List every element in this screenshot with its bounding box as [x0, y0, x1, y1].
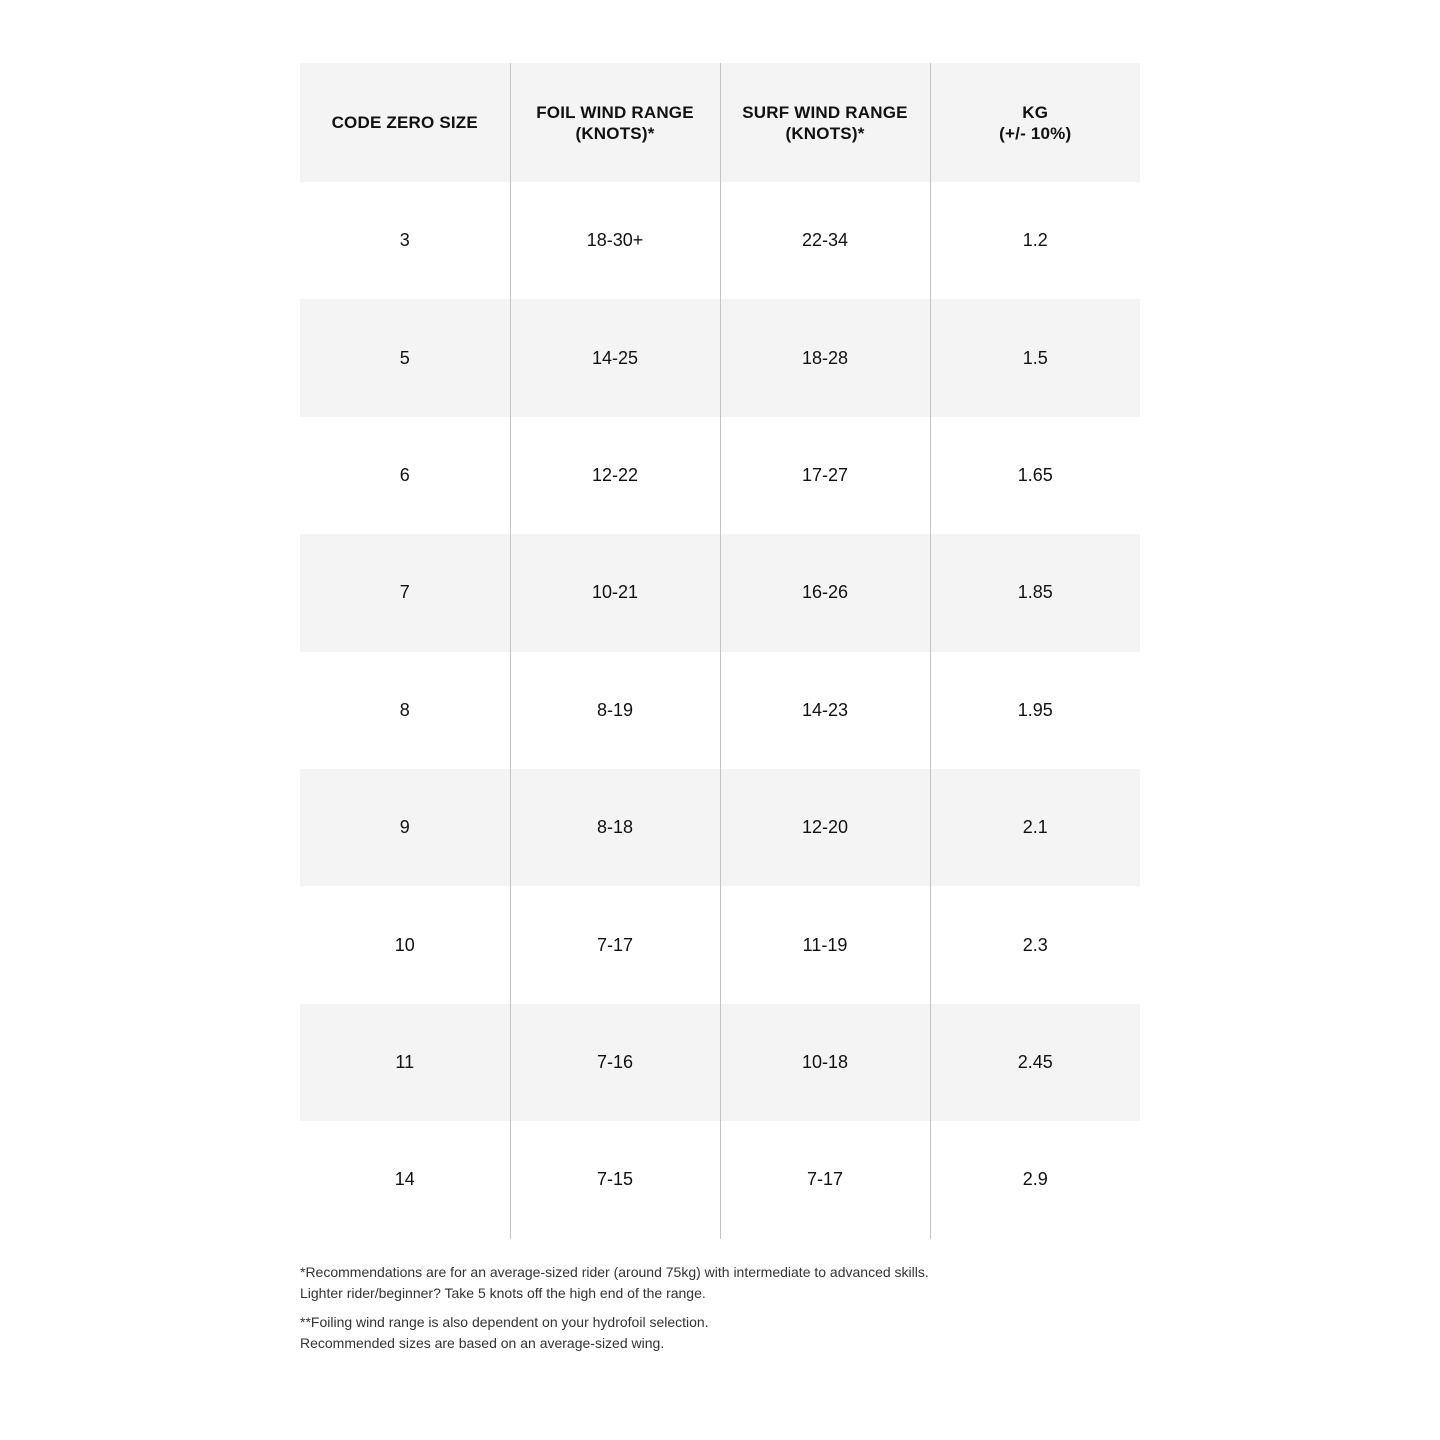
cell-kg: 2.1 [930, 769, 1140, 886]
cell-surf-range: 11-19 [720, 886, 930, 1003]
cell-foil-range: 18-30+ [510, 182, 720, 299]
cell-surf-range: 22-34 [720, 182, 930, 299]
cell-size: 5 [399, 347, 410, 368]
cell-size: 9 [399, 817, 410, 838]
table-row [300, 534, 1140, 651]
cell-foil-range: 8-18 [510, 769, 720, 886]
table-row [300, 417, 1140, 534]
header-line: FOIL WIND RANGE [536, 102, 694, 122]
table-row [300, 1004, 1140, 1121]
cell-size: 10 [394, 934, 415, 955]
table-row [300, 769, 1140, 886]
cell-kg: 2.9 [930, 1121, 1140, 1238]
header-line: SURF WIND RANGE [742, 102, 908, 122]
footnote-line: *Recommendations are for an average-sized rider (around 75kg) with intermediate to advanced skills. [300, 1264, 929, 1280]
size-chart-table [300, 63, 1140, 1239]
header-line: KG [1022, 102, 1049, 122]
table-body [300, 182, 1140, 1239]
footnote-line: Lighter rider/beginner? Take 5 knots off the high end of the range. [300, 1285, 706, 1301]
cell-kg: 1.65 [930, 417, 1140, 534]
cell-surf-range: 14-23 [720, 652, 930, 769]
cell-surf-range: 7-17 [720, 1121, 930, 1238]
table-row [300, 652, 1140, 769]
cell-kg: 1.2 [930, 182, 1140, 299]
header-code-zero-size [300, 63, 510, 182]
cell-foil-range: 8-19 [510, 652, 720, 769]
header-line: (KNOTS)* [575, 123, 655, 143]
table-row [300, 182, 1140, 299]
cell-kg: 2.3 [930, 886, 1140, 1003]
cell-surf-range: 17-27 [720, 417, 930, 534]
table-row [300, 886, 1140, 1003]
cell-kg: 1.95 [930, 652, 1140, 769]
cell-foil-range: 12-22 [510, 417, 720, 534]
cell-foil-range: 7-16 [510, 1004, 720, 1121]
cell-foil-range: 7-17 [510, 886, 720, 1003]
header-kg [930, 63, 1140, 182]
footnote-line: Recommended sizes are based on an average-sized wing. [300, 1335, 665, 1351]
table-row [300, 1121, 1140, 1238]
cell-kg: 1.85 [930, 534, 1140, 651]
cell-foil-range: 7-15 [510, 1121, 720, 1238]
cell-size: 6 [399, 464, 410, 485]
cell-kg: 2.45 [930, 1004, 1140, 1121]
header-line: (+/- 10%) [999, 123, 1072, 143]
cell-foil-range: 10-21 [510, 534, 720, 651]
footnote-rider-recommendation [300, 1262, 1140, 1304]
cell-surf-range: 16-26 [720, 534, 930, 651]
cell-surf-range: 18-28 [720, 299, 930, 416]
cell-foil-range: 14-25 [510, 299, 720, 416]
cell-surf-range: 10-18 [720, 1004, 930, 1121]
header-foil-wind-range [510, 63, 720, 182]
table-header [300, 63, 1140, 182]
header-surf-wind-range [720, 63, 930, 182]
header-line: (KNOTS)* [785, 123, 865, 143]
header-row [300, 63, 1140, 182]
cell-size: 8 [399, 699, 410, 720]
footnote-line: **Foiling wind range is also dependent on your hydrofoil selection. [300, 1314, 709, 1330]
cell-surf-range: 12-20 [720, 769, 930, 886]
footnote-foiling-range [300, 1312, 1140, 1354]
footnotes [300, 1262, 1140, 1362]
cell-size: 3 [399, 230, 410, 251]
table-row [300, 299, 1140, 416]
cell-size: 14 [394, 1169, 415, 1190]
cell-kg: 1.5 [930, 299, 1140, 416]
cell-size: 11 [395, 1051, 415, 1072]
cell-size: 7 [399, 582, 410, 603]
header-line: CODE ZERO SIZE [331, 113, 478, 132]
